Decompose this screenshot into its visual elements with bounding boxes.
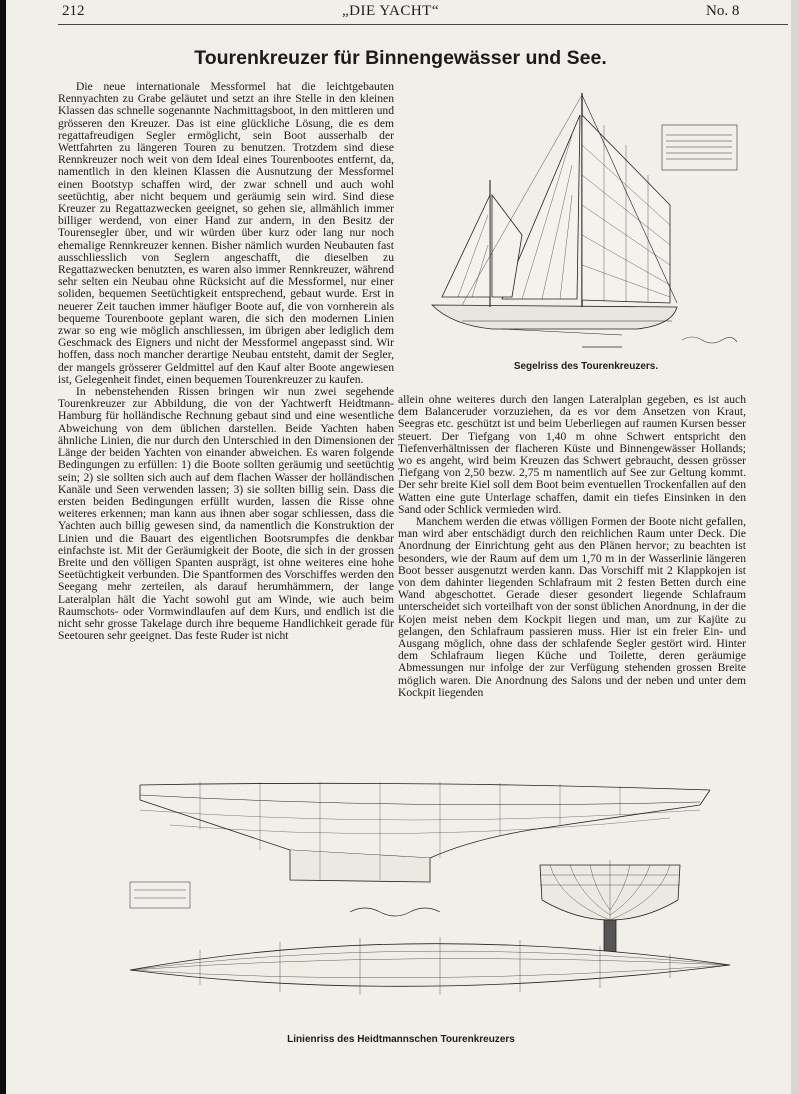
paragraph: Die neue internationale Messformel hat die leichtgebauten Rennyachten zu Grabe geläutet und setzt an ihre Stelle in den kleinen Klassen das schnelle sogenannte Nachmittagsboot, in den mittleren und grösseren den Kreuzer. Das ist eine glückliche Lösung, die es dem regattafreudigen Segler ermöglicht, sein Boot ausserhalb der Wettfahrten zu längeren Touren zu benutzen. Trotzdem sind diese Rennkreuzer noch weit von dem Ideal eines Tourenbootes entfernt, da, namentlich in den kleinen Klassen die Ausnutzung der Messformel einen Bootstyp schaffen wird, der zwar schnell und auch wohl seetüchtig, aber nicht bequem und geräumig sein wird. Sind diese Kreuzer zu Regattazwecken geeignet, so gehen sie, allmählich immer billiger werdend, von einer Hand zur andern, in den Besitz der Tourensegler über, und wir würden über kurz oder lang nur noch ehemalige Rennkreuzer kennen. Bisher nämlich wurden Neubauten fast ausschliesslich von Seglern angeschafft, die dieselben zu Regattazwecken benutzten, es waren also immer Rennkreuzer, während sehr selten ein Neubau ohne Rücksicht auf die Messformel, nur einer soliden, bequemen Seetüchtigkeit entsprechend, gebaut wurde. Erst in neuerer Zeit tauchen immer häufiger Boote auf, die von vornherein als bequeme Tourenboote geplant waren, die sich den modernen Linien zwar so eng wie möglich anschliessen, im übrigen aber lediglich dem Geschmack des Eigners und nicht der Messformel angepasst sind. Wir hoffen, dass noch mancher derartige Neubau entsteht, damit der Segler, der mangels grösserer Geldmittel auf den Kauf alter Boote angewiesen ist, Gelegenheit findet, einen bequemen Tourenkreuzer zu kaufen.	[58, 80, 394, 386]
paragraph: Manchem werden die etwas völligen Formen der Boote nicht gefallen, man wird aber entschädigt durch den reichlichen Raum unter Deck. Die Anordnung der Einrichtung geht aus den Plänen hervor; zu beachten ist besonders, wie der Raum auf dem um 1,70 m in der Wasserlinie längeren Boot besser ausgenutzt werden kann. Das Vorschiff mit 2 Klappkojen ist von dem dahinter liegenden Schlafraum mit 2 festen Betten durch eine Wand abgeschottet. Gerade dieser gesondert liegende Schlafraum unterscheidet sich vorteilhaft von der sonst üblichen Anordnung, in der die Kojen meist neben dem Kockpit liegen und man, um zur Kajüte zu gelangen, den Schlafraum passieren muss. Hier ist ein freier Ein- und Ausgang möglich, ohne dass der schlafende Segler gestört wird. Hinter dem Schlafraum liegen Küche und Toilette, deren geräumige Abmessungen nur infolge der zur Verfügung stehenden grossen Breite möglich waren. Die Anordnung des Salons und der neben und unter dem Kockpit liegenden	[398, 515, 746, 699]
text-column-right	[398, 394, 746, 699]
text-column-left	[58, 81, 394, 642]
paragraph: allein ohne weiteres durch den langen Lateralplan gegeben, es ist auch dem Balanceruder vorzuziehen, da es vor dem Ansetzen von Kraut, Seegras etc. geschützt ist und beim Ueberliegen auf raumen Kursen besser steuert. Der Tiefgang von 1,40 m ohne Schwert entspricht den Tiefenverhältnissen der flacheren Küste und Binnengewässer Hollands; wo es angeht, wird beim Kreuzen das Schwert gebraucht, dessen grösser Tiefgang von 2,50 bezw. 2,75 m namentlich auf See zur Geltung kommt. Der sehr breite Kiel soll dem Boot beim eventuellen Trockenfallen auf den Watten eine gute Unterlage schaffen, damit ein tiefes Einsinken in den Sand oder Schlick vermieden wird.	[398, 393, 746, 516]
article-title: Tourenkreuzer für Binnengewässer und See.	[194, 47, 607, 69]
magazine-title: „DIE YACHT“	[342, 3, 440, 19]
header-rule	[58, 24, 788, 25]
lines-plan-figure	[110, 770, 740, 1015]
issue-number: No. 8	[706, 3, 740, 19]
page-number: 212	[62, 3, 85, 19]
paragraph: In nebenstehenden Rissen bringen wir nun zwei segehende Tourenkreuzer zur Abbildung, die von der Yachtwerft Heidtmann-Hamburg für holländische Rechnung gebaut sind und eine wesentliche Abweichung von dem üblichen darstellen. Beide Yachten haben ähnliche Linien, die nur durch den Unterschied in den Dimensionen der Länge der beiden Yachten von einander abweichen. Es waren folgende Bedingungen zu erfüllen: 1) die Boote sollten geräumig und seetüchtig sein; 2) sie sollten sich auch auf dem flachen Wasser der holländischen Kanäle und Seen verwenden lassen; 3) sie sollten billig sein. Dass die ersten beiden Bedingungen erfüllt wurden, lassen die Risse ohne weiteres erkennen; man kann aus ihnen aber sogar schliessen, dass die Yachten auch billig gewesen sind, da namentlich die Konstruktion der Linien und die Bauart des eigentlichen Bootsrumpfes die denkbar einfachste ist. Mit der Geräumigkeit der Boote, die sich in der grossen Breite und den völligen Spanten ausprägt, ist ohne weiteres eine hohe Seetüchtigkeit verbunden. Die Spantformen des Vorschiffes werden den Seegang mehr zerteilen, als darauf herumhämmern, der lange Lateralplan hält die Yacht sowohl gut am Winde, wie auch beim Raumschots- oder Vormwindlaufen auf dem Kurs, und endlich ist die nicht sehr grosse Takelage durch ihre bequeme Handlichkeit gerade für Seetouren sehr geeignet. Das feste Ruder ist nicht	[58, 385, 394, 643]
sail-plan-caption: Segelriss des Tourenkreuzers.	[513, 361, 659, 372]
sail-plan-figure	[422, 85, 742, 360]
magazine-page	[6, 0, 795, 1094]
lines-plan-caption: Linienriss des Heidtmannschen Tourenkreuzers	[287, 1034, 515, 1045]
page-edge	[791, 0, 799, 1094]
